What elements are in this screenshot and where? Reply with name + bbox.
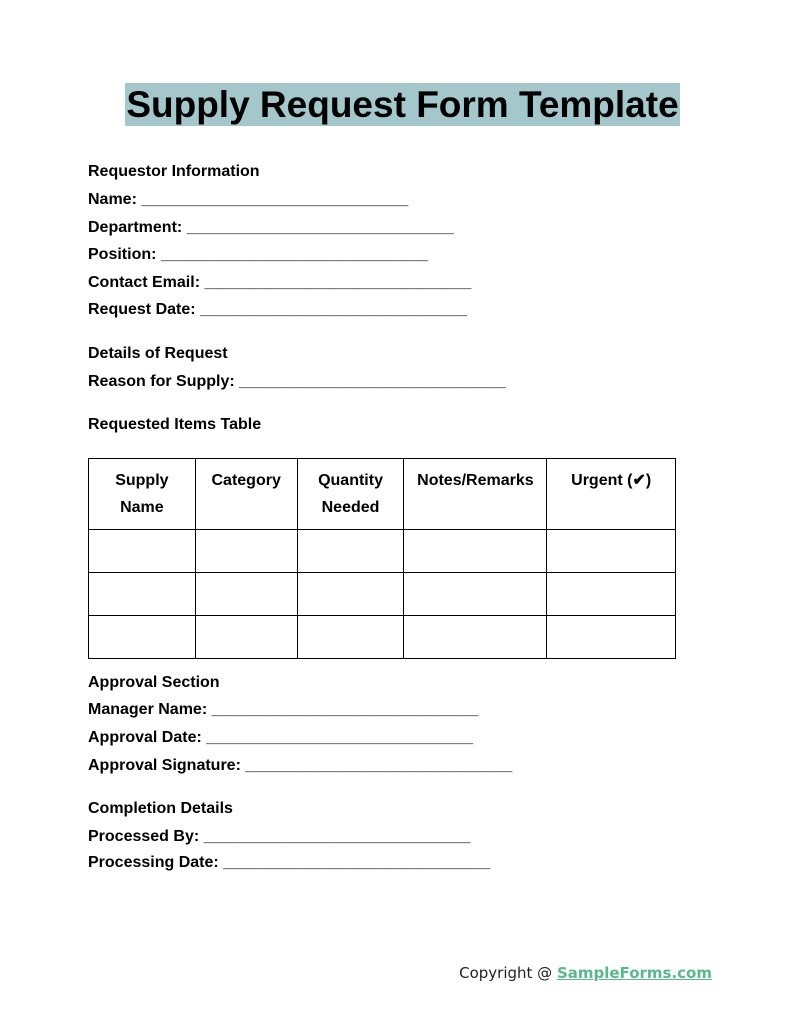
department-field	[88, 218, 454, 238]
approval-heading: Approval Section	[88, 674, 220, 691]
position-field	[88, 245, 428, 265]
processing-date-label: Processing Date:	[88, 854, 224, 871]
table-row	[89, 530, 676, 573]
processed-by-field	[88, 827, 471, 847]
approval-date-blank[interactable]: ______________________________	[206, 729, 474, 746]
approval-date-label: Approval Date:	[88, 729, 207, 746]
table-cell[interactable]	[404, 530, 547, 573]
table-cell[interactable]	[404, 573, 547, 616]
brand-link[interactable]: SampleForms.com	[556, 964, 712, 982]
table-cell[interactable]	[195, 616, 297, 659]
processed-by-label: Processed By:	[88, 828, 204, 845]
details-heading: Details of Request	[88, 345, 228, 362]
table-cell[interactable]	[404, 616, 547, 659]
department-blank[interactable]: ______________________________	[186, 219, 454, 236]
manager-name-field	[88, 700, 479, 720]
completion-section	[88, 799, 233, 819]
column-header-category: Category	[195, 459, 297, 530]
contact-email-field	[88, 273, 471, 293]
position-label: Position:	[88, 246, 161, 263]
requestor-heading: Requestor Information	[88, 163, 260, 180]
processing-date-field	[88, 853, 490, 873]
table-cell[interactable]	[297, 530, 404, 573]
page-title: Supply Request Form Template	[126, 84, 679, 125]
column-header-urgent: Urgent (✔)	[547, 459, 676, 530]
contact-email-blank[interactable]: ______________________________	[204, 274, 472, 291]
table-row	[89, 573, 676, 616]
table-cell[interactable]	[89, 573, 196, 616]
table-cell[interactable]	[89, 616, 196, 659]
manager-name-blank[interactable]: ______________________________	[211, 701, 479, 718]
requested-items-table	[88, 458, 676, 659]
completion-heading: Completion Details	[88, 800, 233, 817]
table-cell[interactable]	[547, 530, 676, 573]
table-row	[89, 616, 676, 659]
table-header-row	[89, 459, 676, 530]
table-cell[interactable]	[89, 530, 196, 573]
approval-signature-field	[88, 756, 512, 776]
manager-name-label: Manager Name:	[88, 701, 212, 718]
processed-by-blank[interactable]: ______________________________	[203, 828, 471, 845]
requestor-section	[88, 162, 260, 182]
department-label: Department:	[88, 219, 187, 236]
name-label: Name:	[88, 191, 142, 208]
reason-field	[88, 372, 506, 392]
items-heading: Requested Items Table	[88, 416, 262, 433]
table-cell[interactable]	[297, 616, 404, 659]
table-cell[interactable]	[195, 573, 297, 616]
column-header-notes-remarks: Notes/Remarks	[404, 459, 547, 530]
name-blank[interactable]: ______________________________	[141, 191, 409, 208]
position-blank[interactable]: ______________________________	[160, 246, 428, 263]
approval-date-field	[88, 728, 473, 748]
table-cell[interactable]	[297, 573, 404, 616]
reason-blank[interactable]: ______________________________	[239, 373, 507, 390]
request-date-field	[88, 300, 467, 320]
title-wrapper	[0, 83, 805, 126]
processing-date-blank[interactable]: ______________________________	[223, 854, 491, 871]
table-cell[interactable]	[547, 573, 676, 616]
table-cell[interactable]	[195, 530, 297, 573]
approval-signature-label: Approval Signature:	[88, 757, 246, 774]
column-header-quantity-needed: Quantity Needed	[297, 459, 404, 530]
reason-label: Reason for Supply:	[88, 373, 240, 390]
copyright-footer	[459, 964, 712, 982]
copyright-text: Copyright @	[459, 964, 557, 982]
approval-section	[88, 673, 220, 693]
request-date-label: Request Date:	[88, 301, 201, 318]
table-cell[interactable]	[547, 616, 676, 659]
details-section	[88, 344, 228, 364]
name-field	[88, 190, 408, 210]
request-date-blank[interactable]: ______________________________	[200, 301, 467, 318]
contact-email-label: Contact Email:	[88, 274, 205, 291]
items-section	[88, 415, 261, 435]
approval-signature-blank[interactable]: ______________________________	[245, 757, 513, 774]
column-header-supply-name: Supply Name	[89, 459, 196, 530]
